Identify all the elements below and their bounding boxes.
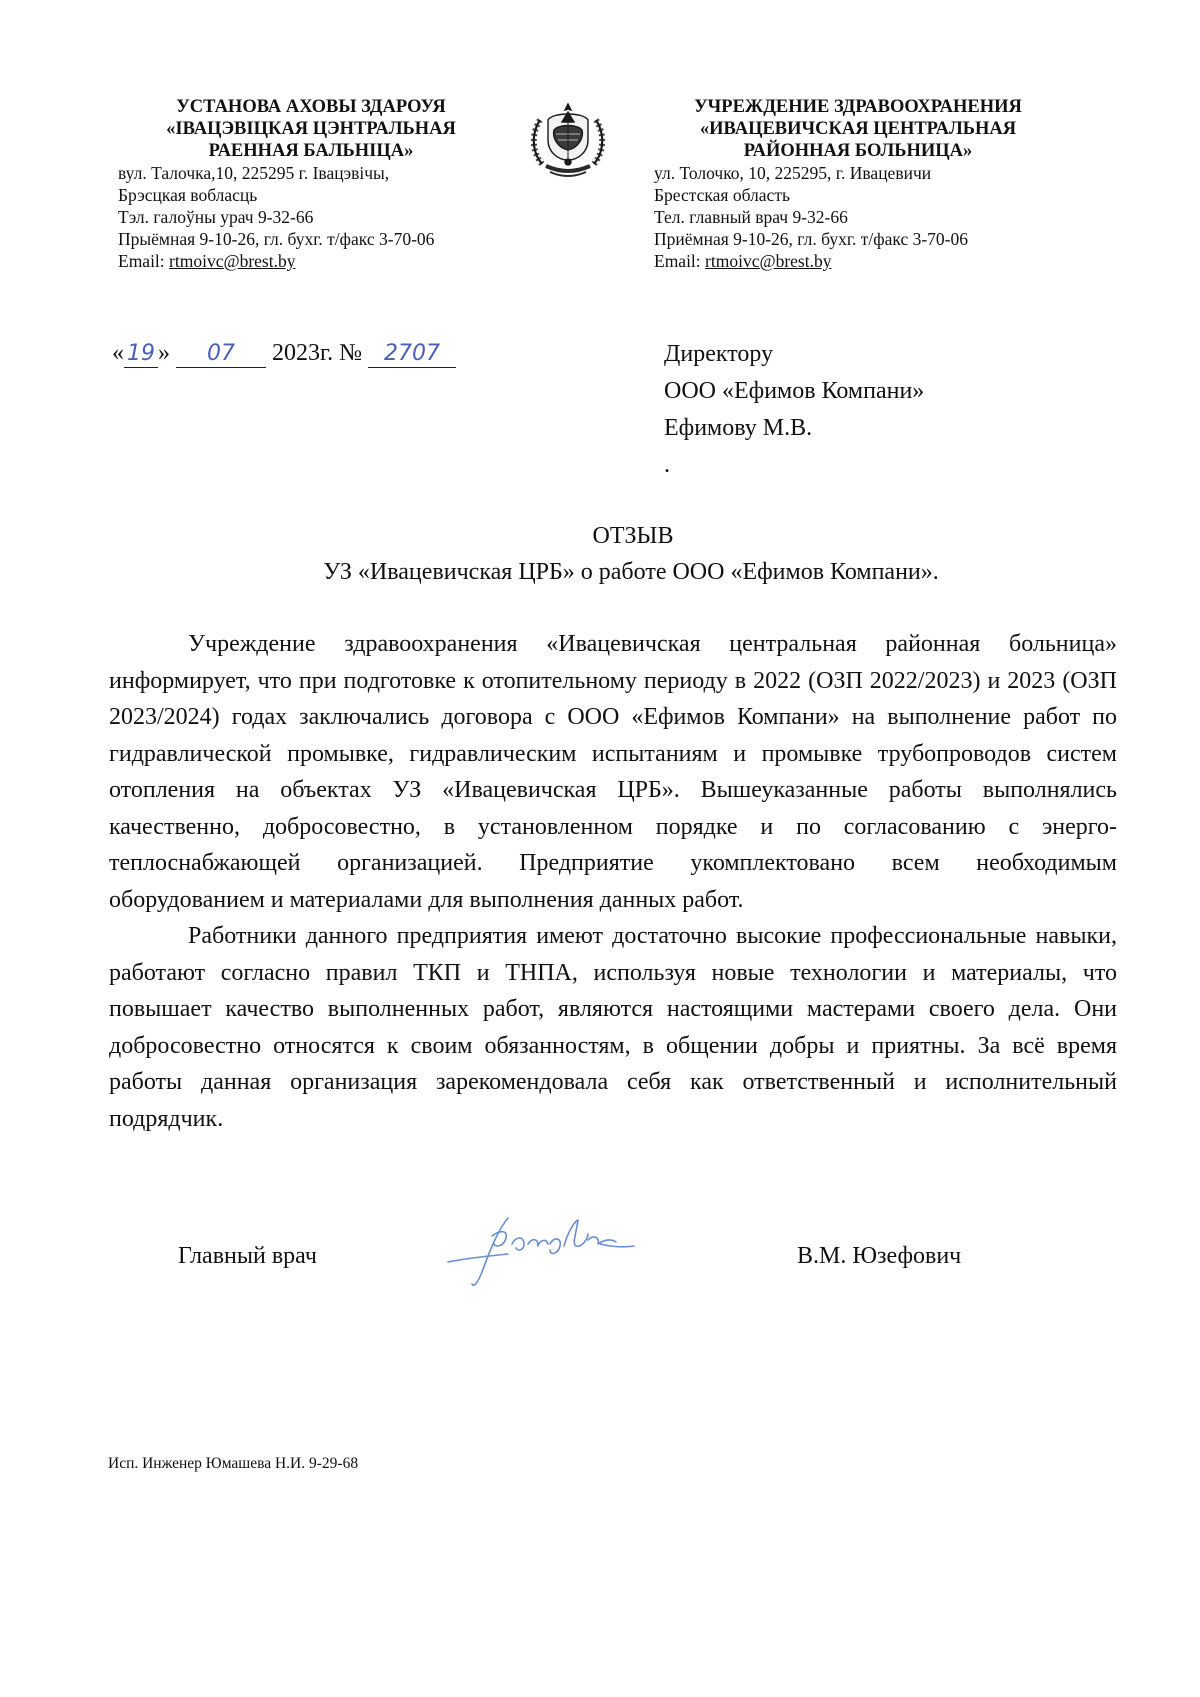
phone-line: Прыёмная 9-10-26, гл. бухг. т/факс 3-70-06 — [118, 229, 435, 249]
phone-line: Тэл. галоўны урач 9-32-66 — [118, 207, 314, 227]
org-name-by-line: РАЕННАЯ БАЛЬНІЦА» — [208, 141, 414, 161]
org-name-by-line: «ІВАЦЭВІЦКАЯ ЦЭНТРАЛЬНАЯ — [166, 119, 456, 139]
address-line: ул. Толочко, 10, 225295, г. Ивацевичи — [654, 163, 932, 183]
org-name-by — [126, 96, 496, 162]
registration-line — [112, 338, 456, 368]
addressee-block — [664, 336, 924, 484]
phone-line: Приёмная 9-10-26, гл. бухг. т/факс 3-70-06 — [654, 229, 969, 249]
signer-role: Главный врач — [178, 1243, 317, 1269]
letter-body — [109, 626, 1117, 1137]
belarus-emblem-icon — [528, 100, 608, 184]
body-paragraph: Работники данного предприятия имеют достаточно высокие профессиональные навыки, работают согласно правил ТКП и ТНПА, используя новые технологии и материалы, что повышает качество выполненных работ, являются настоящими мастерами своего дела. Они добросовестно относятся к своим обязанностям, в общении добры и приятны. За всё время работы данная организация зарекомендовала себя как ответственный и исполнительный подрядчик. — [109, 923, 1117, 1132]
document-title: ОТЗЫВ — [592, 523, 674, 549]
reg-year-label: 2023г. № — [272, 340, 363, 366]
addressee-line: . — [664, 452, 670, 478]
close-quote: » — [158, 340, 170, 366]
org-name-by-line: УСТАНОВА АХОВЫ ЗДАРОУЯ — [176, 97, 446, 117]
addressee-line: ООО «Ефимов Компани» — [664, 378, 925, 404]
email-line — [118, 250, 498, 272]
region-line: Брестская область — [654, 185, 790, 205]
region-line: Брэсцкая вобласць — [118, 185, 258, 205]
reg-month: 07 — [176, 341, 266, 368]
reg-day: 19 — [124, 341, 158, 368]
open-quote: « — [112, 340, 124, 366]
email-link[interactable]: rtmoivc@brest.by — [169, 251, 296, 271]
org-name-ru-line: УЧРЕЖДЕНИЕ ЗДРАВООХРАНЕНИЯ — [694, 97, 1022, 117]
document-subtitle: УЗ «Ивацевичская ЦРБ» о работе ООО «Ефимов Компани». — [323, 559, 939, 585]
addressee-line: Ефимову М.В. — [664, 415, 813, 441]
org-name-ru-line: РАЙОННАЯ БОЛЬНИЦА» — [743, 141, 973, 161]
header-left-belarusian — [118, 96, 498, 272]
org-name-ru — [658, 96, 1058, 162]
email-label: Email: — [118, 251, 170, 271]
reg-number: 2707 — [368, 341, 456, 368]
address-line: вул. Талочка,10, 225295 г. Івацэвічы, — [118, 163, 390, 183]
executor-note: Исп. Инженер Юмашева Н.И. 9-29-68 — [108, 1455, 359, 1472]
org-name-ru-line: «ИВАЦЕВИЧСКАЯ ЦЕНТРАЛЬНАЯ — [699, 119, 1017, 139]
email-label: Email: — [654, 251, 706, 271]
body-paragraph: Учреждение здравоохранения «Ивацевичская центральная районная больница» информирует, что при подготовке к отопительному периоду в 2022 (ОЗП 2022/2023) и 2023 (ОЗП 2023/2024) годах заключались договора с ООО «Ефимов Компани» на выполнение работ по гидравлической промывке, гидравлическим испытаниям и промывке трубопроводов систем отопления на объектах УЗ «Ивацевичская ЦРБ». Вышеуказанные работы выполнялись качественно, добросовестно, в установленном порядке и по согласованию с энерго-теплоснабжающей организацией. Предприятие укомплектовано всем необходимым оборудованием и материалами для выполнения данных работ. — [109, 631, 1117, 913]
handwritten-signature — [438, 1200, 648, 1296]
phone-line: Тел. главный врач 9-32-66 — [654, 207, 848, 227]
email-link[interactable]: rtmoivc@brest.by — [705, 251, 832, 271]
header-right-russian — [654, 96, 1084, 272]
email-line — [654, 250, 1084, 272]
signer-name: В.М. Юзефович — [797, 1243, 962, 1269]
addressee-line: Директору — [664, 341, 774, 367]
